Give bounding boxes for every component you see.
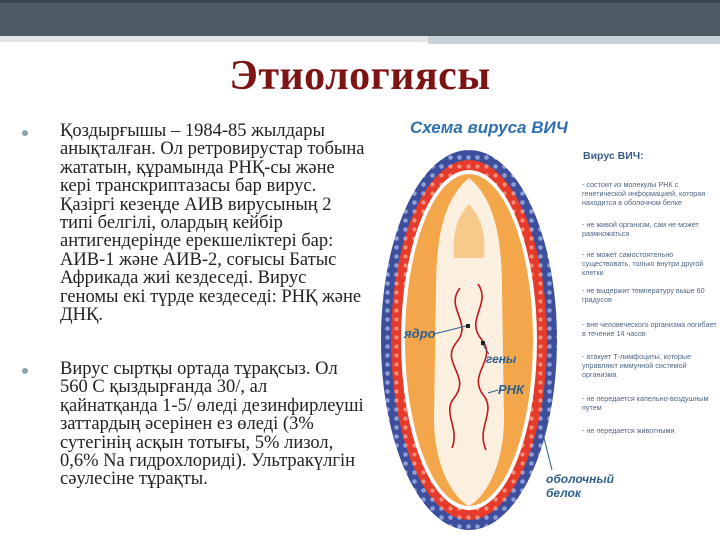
label-envelope: оболочный белок [546,472,614,500]
label-rna: РНК [498,382,525,397]
gene-marker [481,341,485,345]
diagram-note: - не передается капельно-воздушным путем [582,394,709,412]
label-nucleus: ядро [404,326,436,341]
bullet-icon [22,130,28,136]
slide-title: Этиологиясы [229,53,491,99]
hiv-diagram [374,108,720,538]
diagram-note: - не живой организм, сам не может размножаться [582,220,699,238]
corner-decoration-strip [428,36,720,44]
diagram-heading: Вирус ВИЧ: [583,150,644,162]
pointer-line-envelope [544,438,552,470]
bullet-text: Вирус сыртқы ортада тұрақсыз. Ол 560 С қыздырғанда 30/, ал қайнатқанда 1-5/ өледі дезинфирлеуші заттардың әсерінен ез өледі (3% сутегінің асқын тотығы, 5% лизол, 0,6% Na гидрохлориді). Ультракүлгін сәулесіне тұрақты. [60,359,364,490]
top-decoration-accent [0,0,720,3]
bullet-icon [22,368,28,374]
diagram-note: - атакует Т-лимфоциты, которые управляют иммунной системой организма [582,352,692,379]
top-decoration-bar [0,0,720,36]
gene-marker [466,324,470,328]
bullet-item [22,360,367,489]
diagram-note: - не выдержит температуру выше 60 градусов [582,286,705,304]
diagram-note: - не может самостоятельно существовать, только внутри другой клетки [582,250,704,277]
diagram-note: - вне человеческого организма погибает в течение 14 часов [582,320,717,338]
bullet-text: Қоздырғышы – 1984-85 жылдары анықталған. Ол ретровирустар тобына жататын, құрамында РНҚ-сы және кері транскриптазасы бар вирус. Қазіргі кезеңде АИВ вирусының 2 типі белгілі, олардың кейбір антигендерінде ерекшеліктері бар: АИВ-1 және АИВ-2, соғысы Батыс Африкада жиі кездеседі. Вирус геномы екі түрде кездеседі: РНҚ және ДНҚ. [60,121,365,326]
diagram-title: Схема вируса ВИЧ [410,118,568,137]
label-genes: гены [486,352,517,366]
diagram-note: - состоит из молекулы РНК с генетической информацией, которая находится в оболочном белке [582,180,706,207]
diagram-note: - не передается животными [582,426,675,435]
bullet-item [22,122,367,324]
